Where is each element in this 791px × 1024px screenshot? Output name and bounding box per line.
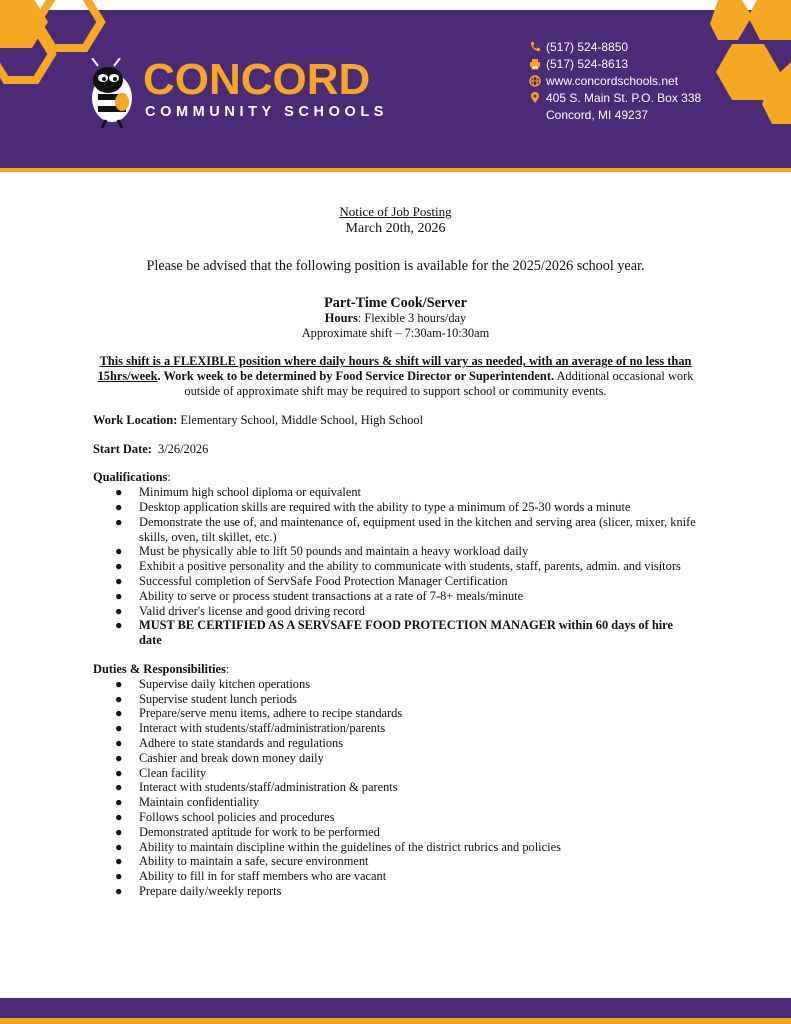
notice-date: March 20th, 2026: [345, 220, 446, 236]
list-item: [93, 780, 698, 795]
bullet-dot: ●: [115, 691, 123, 706]
list-item-text: Ability to maintain discipline within the guidelines of the district rubrics and policies: [139, 839, 561, 854]
brand-title: CONCORD: [143, 55, 371, 104]
list-item: [93, 869, 698, 884]
globe-icon: [529, 75, 541, 87]
duties-colon: :: [225, 661, 230, 676]
location-pin-icon: [529, 92, 541, 104]
qualifications-heading: [93, 470, 698, 485]
address-line-1: 405 S. Main St. P.O. Box 338: [546, 91, 702, 105]
bullet-dot: ●: [115, 869, 123, 884]
bullet-dot: ●: [115, 559, 123, 574]
bullet-dot: ●: [115, 735, 123, 750]
bullet-dot: ●: [115, 706, 123, 721]
notice-intro: Please be advised that the following position is available for the 2025/2026 school year.: [146, 257, 645, 274]
list-item-text: Desktop application skills are required with the ability to type a minimum of 25-30 words a minute: [139, 499, 631, 514]
qualifications-list: [93, 485, 698, 648]
list-item-text: Adhere to state standards and regulations: [139, 735, 344, 750]
footer-gold-edge: [0, 1018, 791, 1024]
list-item-text: Interact with students/staff/administration & parents: [139, 780, 398, 795]
position-hours: [93, 311, 698, 326]
list-item-text: Successful completion of ServSafe Food Protection Manager Certification: [139, 573, 508, 588]
job-posting-body: [93, 205, 698, 899]
bullet-dot: ●: [115, 544, 123, 559]
bullet-dot: ●: [115, 514, 123, 529]
phone-number[interactable]: (517) 524-8850: [546, 40, 629, 54]
list-item: [93, 589, 698, 604]
work-location-label: Work Location:: [93, 412, 178, 427]
list-item: [93, 884, 698, 899]
list-item: [93, 810, 698, 825]
list-item: [93, 706, 698, 721]
hours-label: Hours: [324, 310, 358, 325]
website-link[interactable]: www.concordschools.net: [546, 74, 679, 88]
list-item-text: Supervise daily kitchen operations: [139, 676, 311, 691]
list-item: [93, 736, 698, 751]
list-item-text: Clean facility: [139, 765, 207, 780]
bullet-dot: ●: [115, 721, 123, 736]
hours-value: : Flexible 3 hours/day: [357, 310, 467, 325]
list-item: [93, 795, 698, 810]
bullet-dot: ●: [115, 676, 123, 691]
list-item-text: Follows school policies and procedures: [139, 809, 335, 824]
list-item: [93, 604, 698, 619]
bullet-dot: ●: [115, 839, 123, 854]
fax-icon: [529, 58, 541, 70]
hornet-mascot-logo: [84, 58, 140, 128]
contact-block: [529, 40, 701, 124]
letterhead: [0, 0, 791, 172]
list-item-text: Ability to maintain a safe, secure environment: [139, 854, 369, 869]
list-item-text: Supervise student lunch periods: [139, 691, 297, 706]
bullet-dot: ●: [115, 765, 123, 780]
start-date-label: Start Date:: [93, 441, 152, 456]
list-item: [93, 618, 698, 648]
qualifications-colon: :: [167, 470, 171, 485]
list-item-text: Valid driver's license and good driving record: [139, 603, 365, 618]
flex-underlined: This shift is a FLEXIBLE position where daily hours & shift will vary as needed, with an average of no less than 15hrs/week: [97, 354, 692, 384]
position-shift: Approximate shift – 7:30am-10:30am: [301, 325, 490, 340]
bullet-dot: ●: [115, 588, 123, 603]
list-item-text: Must be physically able to lift 50 pounds and maintain a heavy workload daily: [139, 544, 529, 559]
bullet-dot: ●: [115, 824, 123, 839]
list-item-text: Prepare/serve menu items, adhere to recipe standards: [139, 706, 403, 721]
list-item: [93, 677, 698, 692]
list-item: [93, 574, 698, 589]
list-item-text: Cashier and break down money daily: [139, 750, 324, 765]
address-line-2: Concord, MI 49237: [546, 108, 649, 122]
flex-bold: . Work week to be determined by Food Service Director or Superintendent.: [157, 369, 555, 384]
bullet-dot: ●: [115, 780, 123, 795]
list-item-text: MUST BE CERTIFIED AS A SERVSAFE FOOD PROTECTION MANAGER within 60 days of hire date: [139, 618, 673, 648]
bullet-dot: ●: [115, 499, 123, 514]
contact-phone: [529, 40, 701, 57]
bullet-dot: ●: [115, 795, 123, 810]
contact-address: [529, 91, 701, 108]
list-item-text: Exhibit a positive personality and the ability to communicate with students, staff, parents, admin. and visitors: [139, 559, 681, 574]
bullet-dot: ●: [115, 883, 123, 898]
list-item: [93, 854, 698, 869]
bullet-dot: ●: [115, 809, 123, 824]
list-item: [93, 751, 698, 766]
bullet-dot: ●: [115, 618, 123, 633]
list-item-text: Demonstrate the use of, and maintenance of, equipment used in the kitchen and serving area (slicer, mixer, knife skills, oven, tilt skillet, etc.): [139, 514, 696, 544]
list-item: [93, 559, 698, 574]
list-item: [93, 766, 698, 781]
bullet-dot: ●: [115, 750, 123, 765]
phone-icon: [529, 41, 541, 53]
list-item: [93, 825, 698, 840]
bullet-dot: ●: [115, 854, 123, 869]
list-item: [93, 721, 698, 736]
list-item: [93, 840, 698, 855]
work-location-value: Elementary School, Middle School, High School: [177, 412, 424, 427]
qualifications-heading-text: Qualifications: [93, 470, 168, 485]
duties-heading: [93, 662, 698, 677]
list-item: [93, 692, 698, 707]
contact-fax: [529, 57, 701, 74]
bullet-dot: ●: [115, 573, 123, 588]
list-item-text: Demonstrated aptitude for work to be performed: [139, 824, 380, 839]
list-item-text: Interact with students/staff/administration/parents: [139, 721, 386, 736]
flexible-shift-note: [93, 354, 698, 398]
position-title: Part-Time Cook/Server: [324, 294, 467, 311]
list-item: [93, 485, 698, 500]
brand-subtitle: COMMUNITY SCHOOLS: [145, 104, 389, 120]
notice-title: Notice of Job Posting: [339, 204, 452, 219]
bullet-dot: ●: [115, 603, 123, 618]
list-item: [93, 500, 698, 515]
list-item: [93, 515, 698, 545]
list-item-text: Minimum high school diploma or equivalent: [139, 485, 361, 500]
contact-website: [529, 74, 701, 91]
start-date: [93, 442, 698, 457]
start-date-value: 3/26/2026: [151, 441, 209, 456]
bullet-dot: ●: [115, 485, 123, 500]
list-item-text: Maintain confidentiality: [139, 795, 260, 810]
duties-list: [93, 677, 698, 899]
list-item-text: Ability to fill in for staff members who are vacant: [139, 869, 387, 884]
duties-heading-text: Duties & Responsibilities: [93, 661, 226, 676]
list-item: [93, 544, 698, 559]
flex-normal: Additional occasional work outside of approximate shift may be required to support school or community events.: [184, 369, 694, 398]
work-location: [93, 413, 698, 428]
list-item-text: Prepare daily/weekly reports: [139, 883, 282, 898]
list-item-text: Ability to serve or process student transactions at a rate of 7-8+ meals/minute: [139, 588, 524, 603]
fax-number[interactable]: (517) 524-8613: [546, 57, 629, 71]
